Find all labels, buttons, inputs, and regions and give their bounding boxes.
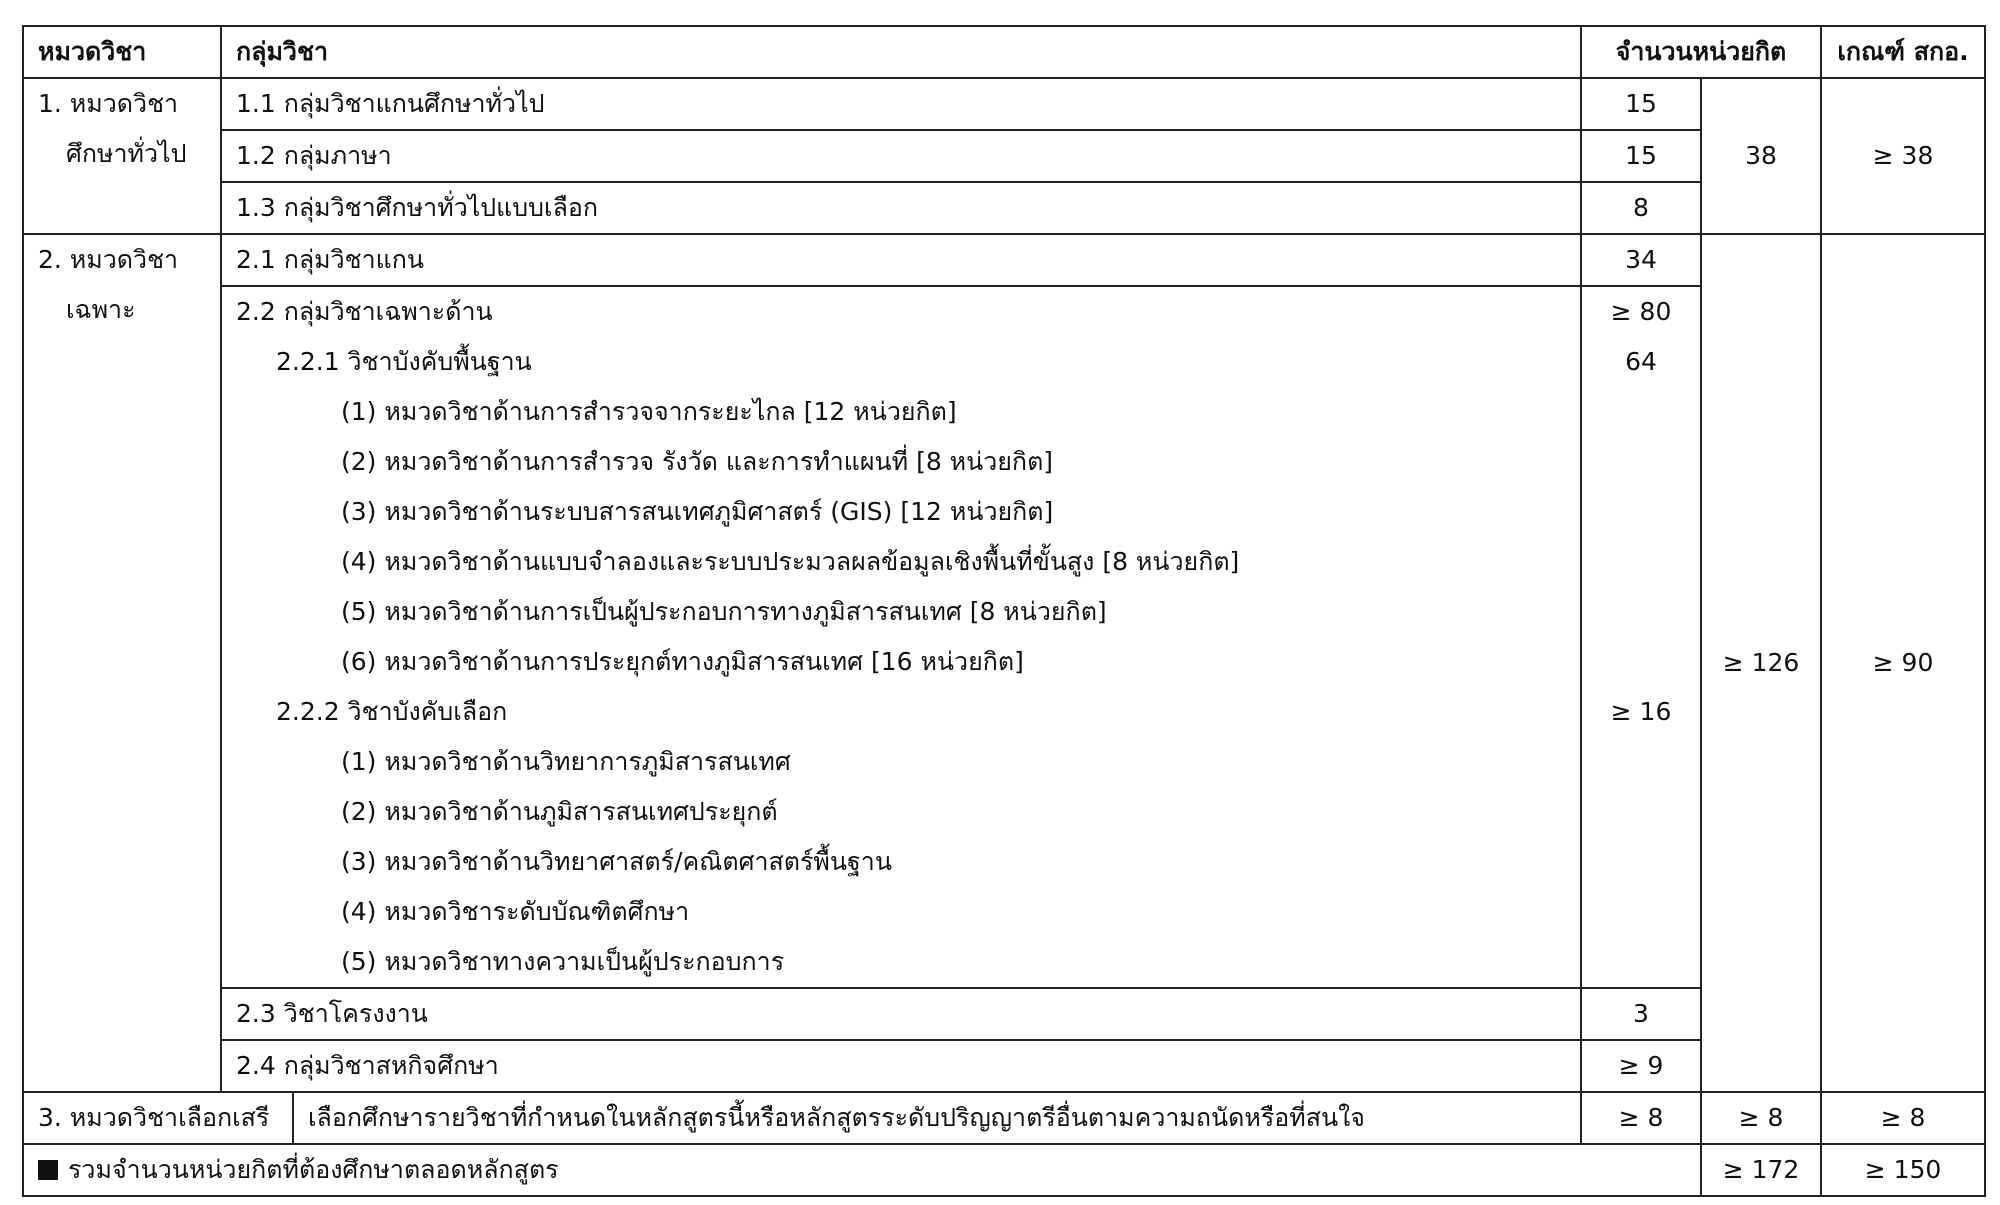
table-row [23, 1040, 1985, 1092]
list-item: (2) หมวดวิชาด้านการสำรวจ รังวัด และการทำแผนที่ [8 หน่วยกิต] [341, 447, 1054, 476]
summary-label-cell [23, 1144, 1701, 1196]
summary-criteria: ≥ 150 [1821, 1144, 1985, 1196]
list-item: (6) หมวดวิชาด้านการประยุกต์ทางภูมิสารสนเทศ [16 หน่วยกิต] [341, 647, 1024, 676]
summary-total: ≥ 172 [1701, 1144, 1821, 1196]
section2-major-credits: ≥ 80 [1610, 297, 1672, 326]
list-item: (5) หมวดวิชาด้านการเป็นผู้ประกอบการทางภูมิสารสนเทศ [8 หน่วยกิต] [341, 597, 1107, 626]
section3-criteria: ≥ 8 [1821, 1092, 1985, 1144]
section3-credits: ≥ 8 [1581, 1092, 1701, 1144]
section1-total: 38 [1701, 78, 1821, 234]
section2-coop-credits: ≥ 9 [1581, 1040, 1701, 1092]
elective-subgroup-credits: ≥ 16 [1610, 697, 1672, 726]
section1-group-2-credits: 15 [1581, 130, 1701, 182]
section3-row-cell [23, 1092, 1581, 1144]
header-credits: จำนวนหน่วยกิต [1581, 26, 1821, 78]
header-criteria: เกณฑ์ สกอ. [1821, 26, 1985, 78]
required-subgroup-label: 2.2.1 วิชาบังคับพื้นฐาน [276, 347, 532, 376]
section3-category: 3. หมวดวิชาเลือกเสรี [24, 1093, 294, 1143]
section2-major-label: 2.2 กลุ่มวิชาเฉพาะด้าน [236, 297, 493, 326]
elective-subgroup-label: 2.2.2 วิชาบังคับเลือก [276, 697, 508, 726]
section1-category-line2: ศึกษาทั่วไป [66, 139, 187, 168]
table-row [23, 130, 1985, 182]
section2-category [23, 234, 221, 1092]
required-subgroup-credits: 64 [1625, 347, 1657, 376]
section1-category-line1: 1. หมวดวิชา [38, 89, 179, 118]
table-row [23, 286, 1985, 988]
summary-label: รวมจำนวนหน่วยกิตที่ต้องศึกษาตลอดหลักสูตร [68, 1155, 559, 1184]
list-item: (5) หมวดวิชาทางความเป็นผู้ประกอบการ [341, 947, 785, 976]
curriculum-credit-table [22, 25, 1986, 1197]
section1-group-2-label: 1.2 กลุ่มภาษา [221, 130, 1581, 182]
black-square-icon [38, 1160, 58, 1180]
table-row [23, 78, 1985, 130]
list-item: (1) หมวดวิชาด้านวิทยาการภูมิสารสนเทศ [341, 747, 791, 776]
summary-row [23, 1144, 1985, 1196]
section2-project-credits: 3 [1581, 988, 1701, 1040]
section2-total: ≥ 126 [1701, 234, 1821, 1092]
section2-criteria: ≥ 90 [1821, 234, 1985, 1092]
section1-group-3-label: 1.3 กลุ่มวิชาศึกษาทั่วไปแบบเลือก [221, 182, 1581, 234]
section1-criteria: ≥ 38 [1821, 78, 1985, 234]
table-header-row [23, 26, 1985, 78]
list-item: (2) หมวดวิชาด้านภูมิสารสนเทศประยุกต์ [341, 797, 778, 826]
table-row [23, 182, 1985, 234]
list-item: (1) หมวดวิชาด้านการสำรวจจากระยะไกล [12 หน่วยกิต] [341, 397, 957, 426]
section2-category-line1: 2. หมวดวิชา [38, 245, 179, 274]
section2-core-credits: 34 [1581, 234, 1701, 286]
section1-group-1-label: 1.1 กลุ่มวิชาแกนศึกษาทั่วไป [221, 78, 1581, 130]
section3-description: เลือกศึกษารายวิชาที่กำหนดในหลักสูตรนี้หรือหลักสูตรระดับปริญญาตรีอื่นตามความถนัดหรือที่สนใจ [308, 1103, 1365, 1132]
header-category: หมวดวิชา [23, 26, 221, 78]
section3-total: ≥ 8 [1701, 1092, 1821, 1144]
list-item: (3) หมวดวิชาด้านระบบสารสนเทศภูมิศาสตร์ (GIS) [12 หน่วยกิต] [341, 497, 1054, 526]
section2-coop-label: 2.4 กลุ่มวิชาสหกิจศึกษา [221, 1040, 1581, 1092]
list-item: (4) หมวดวิชาระดับบัณฑิตศึกษา [341, 897, 690, 926]
list-item: (4) หมวดวิชาด้านแบบจำลองและระบบประมวลผลข้อมูลเชิงพื้นที่ขั้นสูง [8 หน่วยกิต] [341, 547, 1240, 576]
table-row [23, 988, 1985, 1040]
section2-project-label: 2.3 วิชาโครงงาน [221, 988, 1581, 1040]
section2-major-block [221, 286, 1581, 988]
header-group: กลุ่มวิชา [221, 26, 1581, 78]
table-row [23, 1092, 1985, 1144]
table-row [23, 234, 1985, 286]
section2-major-credits-block [1581, 286, 1701, 988]
section1-category [23, 78, 221, 234]
section1-group-3-credits: 8 [1581, 182, 1701, 234]
list-item: (3) หมวดวิชาด้านวิทยาศาสตร์/คณิตศาสตร์พื้นฐาน [341, 847, 892, 876]
section2-core-label: 2.1 กลุ่มวิชาแกน [221, 234, 1581, 286]
section1-group-1-credits: 15 [1581, 78, 1701, 130]
section2-category-line2: เฉพาะ [66, 295, 136, 324]
